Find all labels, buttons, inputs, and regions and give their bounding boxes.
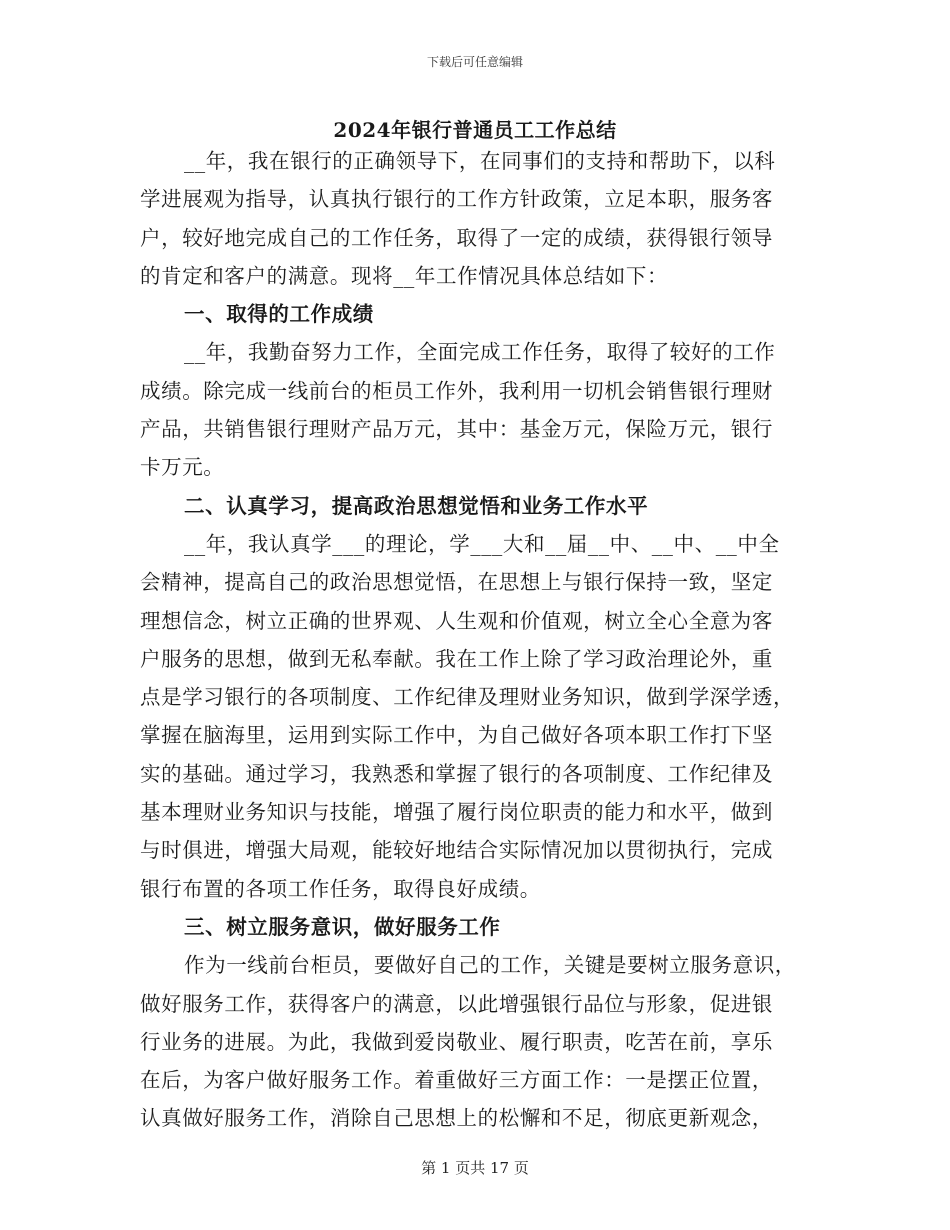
paragraph-line: 基本理财业务知识与技能，增强了履行岗位职责的能力和水平，做到	[140, 800, 773, 825]
page-footer: 第 1 页共 17 页	[421, 1159, 529, 1177]
paragraph-line: __年，我认真学___的理论，学___大和__届__中、__中、__中全	[184, 531, 780, 556]
paragraph-line: 会精神，提高自己的政治思想觉悟，在思想上与银行保持一致，坚定	[140, 570, 773, 595]
paragraph-line: 产品，共销售银行理财产品万元，其中：基金万元，保险万元，银行	[140, 417, 773, 442]
paragraph-line: 点是学习银行的各项制度、工作纪律及理财业务知识，做到学深学透，	[140, 685, 795, 710]
paragraph-line: 成绩。除完成一线前台的柜员工作外，我利用一切机会销售银行理财	[140, 378, 773, 403]
paragraph-line: 在后，为客户做好服务工作。着重做好三方面工作：一是摆正位置，	[140, 1068, 773, 1093]
paragraph-line: 理想信念，树立正确的世界观、人生观和价值观，树立全心全意为客	[140, 608, 773, 633]
section-heading: 三、树立服务意识，做好服务工作	[184, 914, 501, 939]
paragraph-line: 与时俱进，增强大局观，能较好地结合实际情况加以贯彻执行，完成	[140, 838, 773, 863]
paragraph-line: 行业务的进展。为此，我做到爱岗敬业、履行职责，吃苦在前，享乐	[140, 1029, 773, 1054]
paragraph-line: 掌握在脑海里，运用到实际工作中，为自己做好各项本职工作打下坚	[140, 723, 773, 748]
paragraph-line: __年，我勤奋努力工作，全面完成工作任务，取得了较好的工作	[184, 340, 776, 365]
section-heading: 二、认真学习，提高政治思想觉悟和业务工作水平	[184, 493, 649, 518]
document-title: 2024年银行普通员工工作总结	[333, 118, 617, 142]
header-note: 下载后可任意编辑	[426, 55, 523, 69]
paragraph-line: 户，较好地完成自己的工作任务，取得了一定的成绩，获得银行领导	[140, 225, 773, 250]
paragraph-line: 实的基础。通过学习，我熟悉和掌握了银行的各项制度、工作纪律及	[140, 761, 773, 786]
section-heading: 一、取得的工作成绩	[184, 302, 374, 327]
paragraph-line: __年，我在银行的正确领导下，在同事们的支持和帮助下，以科	[184, 149, 776, 173]
paragraph-line: 认真做好服务工作，消除自己思想上的松懈和不足，彻底更新观念，	[140, 1106, 773, 1131]
paragraph-line: 户服务的思想，做到无私奉献。我在工作上除了学习政治理论外，重	[140, 646, 773, 671]
paragraph-line: 的肯定和客户的满意。现将__年工作情况具体总结如下：	[140, 263, 669, 288]
paragraph-line: 做好服务工作，获得客户的满意，以此增强银行品位与形象，促进银	[140, 991, 773, 1016]
paragraph-line: 作为一线前台柜员，要做好自己的工作，关键是要树立服务意识，	[184, 953, 796, 978]
paragraph-line: 学进展观为指导，认真执行银行的工作方针政策，立足本职，服务客	[140, 187, 773, 212]
document-body	[140, 142, 805, 1138]
paragraph-line: 银行布置的各项工作任务，取得良好成绩。	[140, 876, 541, 901]
paragraph-line: 卡万元。	[140, 455, 225, 480]
